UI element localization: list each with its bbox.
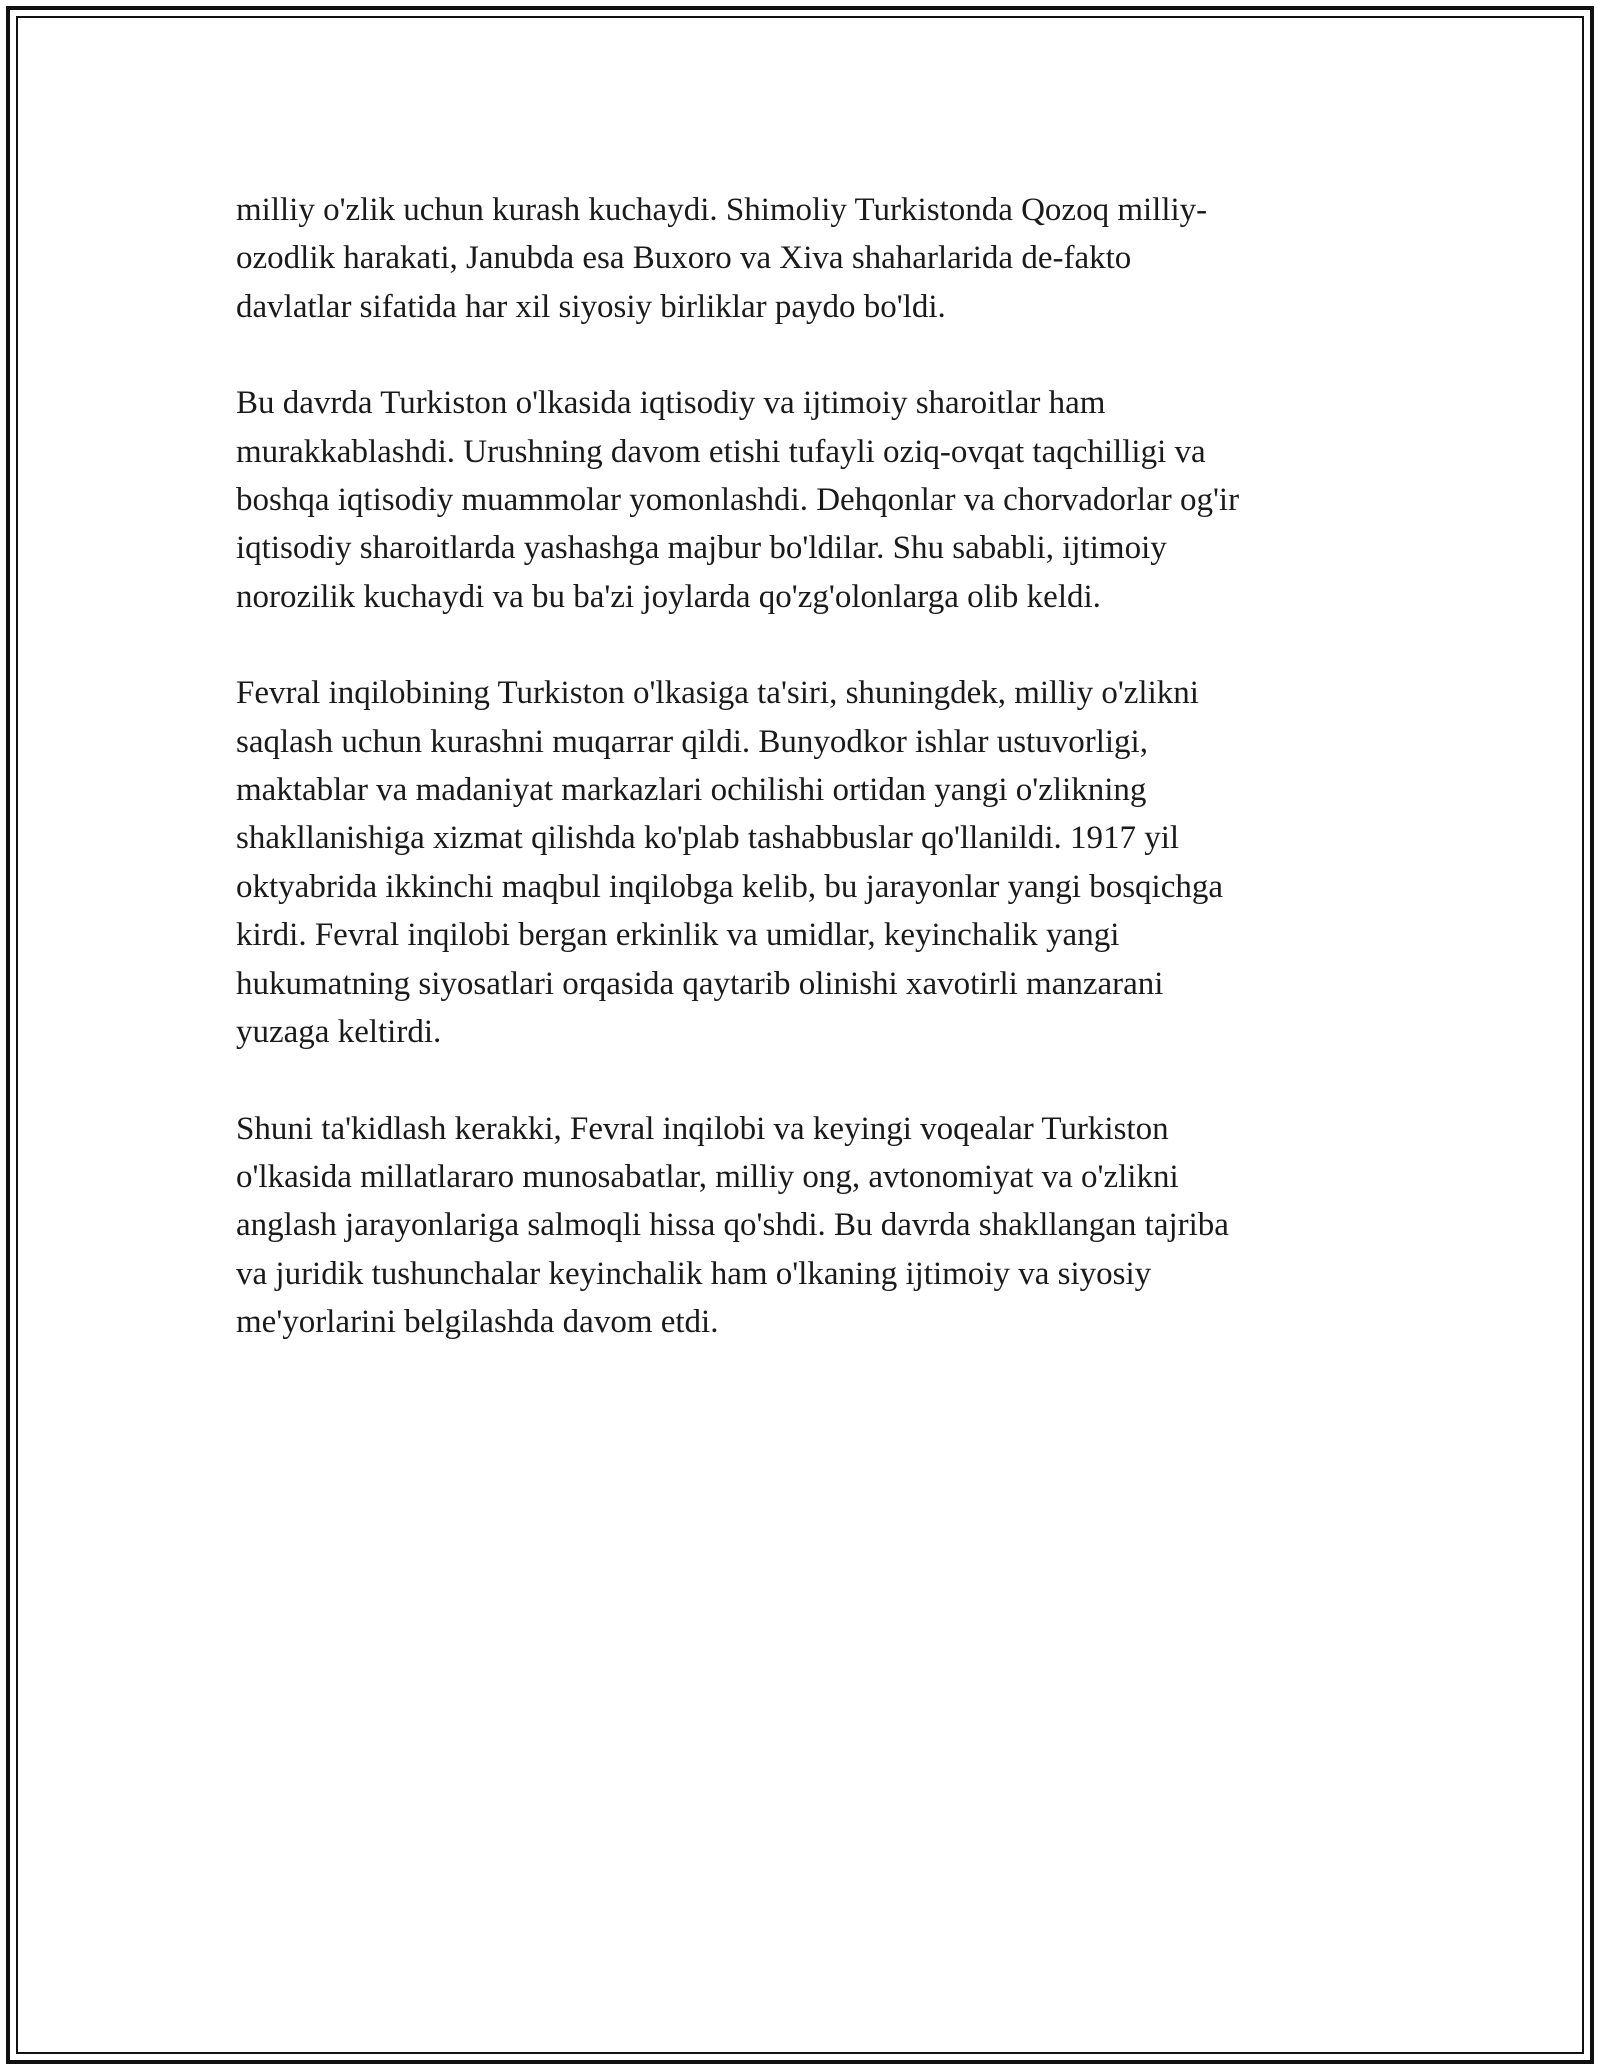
paragraph: Shuni ta'kidlash kerakki, Fevral inqilobi va keyingi voqealar Turkiston o'lkasida millatlararo munosabatlar, milliy ong, avtonomiyat va o'zlikni anglash jarayonlariga salmoqli hissa qo'shdi. Bu davrda shakllangan tajriba va juridik tushunchalar keyinchalik ham o'lkaning ijtimoiy va siyosiy me'yorlarini belgilashda davom etdi.: [236, 1110, 1229, 1341]
document-body: [236, 186, 1366, 1395]
paragraph: milliy o'zlik uchun kurash kuchaydi. Shimoliy Turkistonda Qozoq milliy- ozodlik harakati, Janubda esa Buxoro va Xiva shaharlarida de-fakto davlatlar sifatida har xil siyosiy birliklar paydo bo'ldi.: [236, 192, 1208, 325]
paragraph: Bu davrda Turkiston o'lkasida iqtisodiy va ijtimoiy sharoitlar ham murakkablashdi. Urushning davom etishi tufayli oziq-ovqat taqchilligi va boshqa iqtisodiy muammolar yomonlashdi. Dehqonlar va chorvadorlar og'ir iqtisodiy sharoitlarda yashashga majbur bo'ldilar. Shu sababli, ijtimoiy norozilik kuchaydi va bu ba'zi joylarda qo'zg'olonlarga olib keldi.: [236, 385, 1240, 615]
paragraph: Fevral inqilobining Turkiston o'lkasiga ta'siri, shuningdek, milliy o'zlikni saqlash uchun kurashni muqarrar qildi. Bunyodkor ishlar ustuvorligi, maktablar va madaniyat markazlari ochilishi ortidan yangi o'zlikning shakllanishiga xizmat qilishda ko'plab tashabbuslar qo'llanildi. 1917 yil oktyabrida ikkinchi maqbul inqilobga kelib, bu jarayonlar yangi bosqichga kirdi. Fevral inqilobi bergan erkinlik va umidlar, keyinchalik yangi hukumatning siyosatlari orqasida qaytarib olinishi xavotirli manzarani yuzaga keltirdi.: [236, 675, 1224, 1051]
